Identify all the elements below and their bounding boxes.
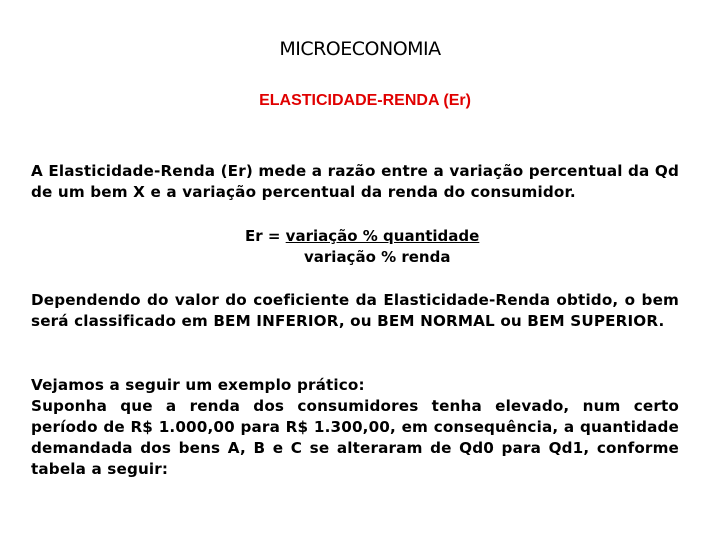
definition-paragraph: A Elasticidade-Renda (Er) mede a razão entre a variação percentual da Qd de um bem X e a variação percentual da renda do consumidor. xyxy=(31,162,679,201)
formula-lhs: Er = xyxy=(245,227,286,245)
slide-subtitle: ELASTICIDADE-RENDA (Er) xyxy=(259,92,471,109)
formula-denominator: variação % renda xyxy=(304,248,451,266)
example-intro: Vejamos a seguir um exemplo prático: xyxy=(31,376,365,394)
classification-paragraph: Dependendo do valor do coeficiente da Elasticidade-Renda obtido, o bem será classificado em BEM INFERIOR, ou BEM NORMAL ou BEM SUPERIOR. xyxy=(31,291,679,330)
example-body: Suponha que a renda dos consumidores tenha elevado, num certo período de R$ 1.000,00 para R$ 1.300,00, em consequência, a quantidade demandada dos bens A, B e C se alteraram de Qd0 para Qd1, conforme tabela a seguir: xyxy=(31,397,679,478)
formula-lhs-wrapper xyxy=(245,227,479,245)
formula-numerator: variação % quantidade xyxy=(285,227,480,245)
example-paragraph xyxy=(31,375,679,480)
slide-title: MICROECONOMIA xyxy=(279,38,441,60)
